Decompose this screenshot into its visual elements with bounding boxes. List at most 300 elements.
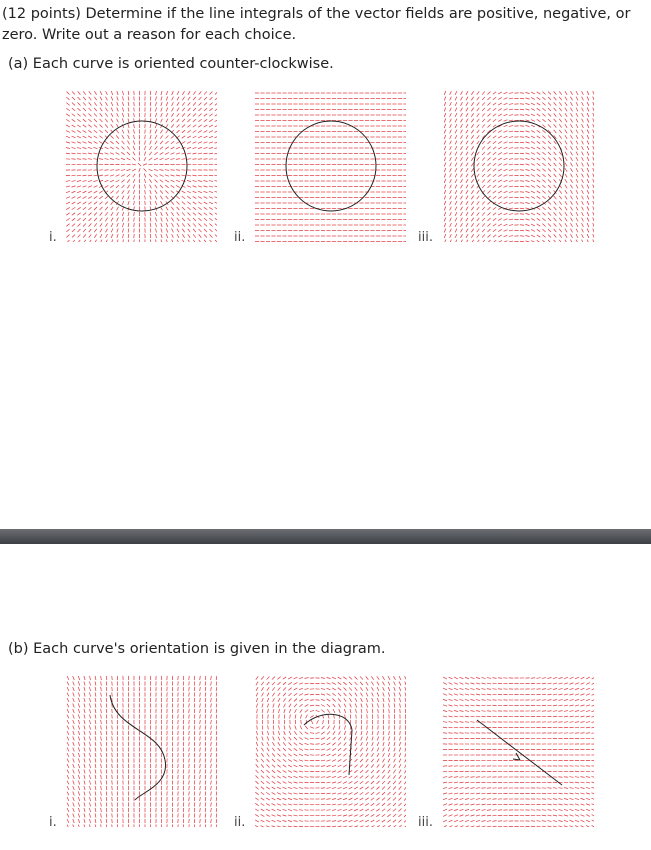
field-arrow	[450, 168, 452, 172]
field-arrow	[383, 753, 385, 757]
field-arrow	[360, 815, 364, 817]
field-arrow	[493, 229, 496, 232]
field-arrow	[89, 676, 90, 680]
field-arrow	[165, 147, 168, 149]
field-arrow	[559, 91, 561, 94]
field-arrow	[78, 792, 79, 796]
field-arrow	[509, 115, 513, 116]
field-arrow	[83, 136, 87, 138]
field-arrow	[211, 769, 212, 773]
field-arrow	[111, 234, 113, 238]
field-arrow	[388, 748, 390, 752]
field-arrow	[289, 731, 291, 735]
field-arrow	[209, 125, 213, 127]
field-arrow	[204, 213, 207, 216]
field-arrow	[67, 781, 69, 785]
field-arrow	[105, 119, 108, 122]
field-arrow	[554, 229, 557, 232]
field-arrow	[398, 814, 401, 817]
field-arrow	[570, 124, 572, 128]
field-arrow	[67, 715, 69, 719]
field-arrow	[88, 153, 92, 154]
field-arrow	[209, 131, 213, 133]
field-arrow	[182, 141, 186, 143]
field-arrow	[121, 175, 125, 177]
field-arrow	[471, 218, 473, 221]
field-arrow	[504, 103, 508, 105]
field-arrow	[182, 113, 185, 116]
field-arrow	[166, 218, 168, 222]
field-arrow	[531, 136, 535, 138]
field-arrow	[383, 703, 384, 707]
field-arrow	[198, 130, 202, 132]
field-arrow	[126, 169, 130, 170]
field-arrow	[321, 688, 325, 689]
field-arrow	[487, 97, 490, 100]
field-arrow	[559, 207, 561, 210]
field-arrow	[349, 798, 353, 800]
field-arrow	[139, 168, 140, 172]
field-arrow	[593, 207, 594, 211]
field-arrow	[461, 201, 463, 205]
field-arrow	[354, 826, 358, 827]
field-arrow	[177, 124, 180, 127]
field-arrow	[487, 229, 490, 232]
field-arrow	[482, 113, 485, 116]
curve-path	[97, 121, 187, 211]
field-arrow	[211, 731, 212, 735]
field-arrow	[558, 694, 562, 695]
field-arrow	[261, 814, 265, 816]
field-arrow	[487, 202, 490, 205]
field-arrow	[498, 158, 502, 160]
field-arrow	[509, 236, 513, 237]
field-arrow	[377, 693, 379, 697]
field-arrow	[216, 698, 217, 702]
field-arrow	[582, 234, 584, 238]
field-arrow	[176, 153, 180, 154]
field-arrow	[272, 677, 275, 680]
field-arrow	[461, 212, 463, 216]
field-arrow	[542, 683, 546, 684]
field-arrow	[305, 738, 309, 740]
field-arrow	[295, 714, 296, 718]
field-arrow	[182, 234, 184, 238]
field-arrow	[554, 196, 557, 199]
field-arrow	[106, 703, 107, 707]
field-arrow	[343, 820, 347, 821]
field-arrow	[194, 753, 195, 757]
field-arrow	[277, 770, 280, 772]
field-arrow	[172, 102, 174, 106]
field-arrow	[205, 824, 206, 827]
field-arrow	[593, 152, 594, 156]
field-arrow	[570, 135, 572, 139]
field-arrow	[194, 797, 195, 801]
field-arrow	[559, 223, 561, 226]
field-arrow	[188, 102, 191, 105]
field-arrow	[450, 223, 452, 227]
field-arrow	[565, 152, 567, 156]
field-arrow	[205, 720, 206, 724]
field-arrow	[211, 775, 212, 779]
field-arrow	[470, 722, 474, 723]
field-arrow	[106, 736, 107, 740]
field-arrow	[149, 179, 151, 183]
field-arrow	[205, 791, 206, 795]
field-arrow	[134, 135, 135, 139]
field-arrow	[459, 771, 463, 772]
field-arrow	[78, 240, 81, 242]
field-arrow	[94, 136, 98, 138]
field-arrow	[77, 207, 80, 209]
field-arrow	[582, 102, 584, 106]
field-arrow	[294, 683, 298, 685]
field-arrow	[537, 158, 540, 160]
field-arrow	[454, 777, 458, 778]
field-arrow	[470, 777, 474, 778]
field-arrow	[461, 218, 463, 222]
field-arrow	[471, 207, 473, 210]
field-arrow	[586, 699, 590, 700]
field-arrow	[360, 792, 364, 794]
field-arrow	[182, 212, 185, 215]
field-arrow	[382, 775, 385, 778]
field-arrow	[182, 207, 185, 210]
field-arrow	[360, 759, 363, 762]
field-arrow	[465, 683, 469, 684]
field-arrow	[211, 747, 212, 751]
field-arrow	[461, 152, 463, 156]
field-arrow	[160, 135, 162, 138]
field-arrow	[377, 748, 379, 752]
curve-path	[477, 720, 562, 785]
field-arrow	[520, 203, 524, 204]
field-arrow	[205, 775, 206, 779]
field-arrow	[210, 235, 213, 238]
field-arrow	[504, 241, 508, 242]
field-arrow	[189, 780, 190, 784]
field-arrow	[593, 185, 594, 189]
field-arrow	[525, 125, 529, 126]
field-arrow	[465, 705, 469, 706]
field-arrow	[465, 727, 469, 728]
field-arrow	[78, 676, 79, 680]
field-arrow	[73, 825, 75, 827]
field-arrow	[504, 120, 508, 122]
field-arrow	[256, 775, 259, 778]
field-arrow	[398, 820, 401, 823]
field-arrow	[176, 130, 179, 133]
field-arrow	[547, 683, 551, 684]
field-arrow	[83, 202, 87, 204]
field-arrow	[321, 732, 325, 734]
field-arrow	[570, 207, 572, 211]
field-arrow	[553, 804, 557, 805]
field-arrow	[216, 769, 217, 773]
field-arrow	[383, 709, 384, 713]
field-arrow	[492, 815, 496, 816]
field-arrow	[267, 731, 268, 735]
field-arrow	[520, 164, 524, 165]
field-arrow	[443, 699, 447, 701]
field-arrow	[67, 786, 69, 790]
field-arrow	[564, 820, 568, 821]
field-arrow	[376, 814, 379, 816]
field-arrow	[454, 793, 458, 794]
field-arrow	[361, 725, 362, 729]
field-arrow	[116, 130, 118, 133]
field-arrow	[449, 688, 453, 690]
field-arrow	[405, 698, 406, 702]
field-arrow	[531, 158, 535, 160]
field-arrow	[531, 180, 535, 182]
field-arrow	[288, 804, 292, 805]
field-arrow	[548, 113, 551, 116]
field-arrow	[487, 169, 490, 172]
field-arrow	[84, 769, 85, 773]
field-arrow	[482, 201, 485, 204]
field-arrow	[377, 742, 378, 746]
field-arrow	[83, 102, 86, 105]
field-arrow	[461, 146, 463, 150]
field-arrow	[211, 681, 212, 685]
field-arrow	[83, 142, 87, 144]
field-arrow	[89, 102, 92, 105]
field-arrow	[72, 191, 76, 193]
field-arrow	[84, 720, 85, 724]
field-arrow	[547, 810, 551, 811]
field-arrow	[504, 147, 508, 149]
field-arrow	[565, 212, 567, 216]
field-arrow	[548, 201, 551, 204]
field-arrow	[448, 782, 452, 783]
field-arrow	[465, 677, 469, 679]
field-arrow	[582, 146, 584, 150]
field-arrow	[569, 793, 573, 794]
field-arrow	[576, 130, 578, 134]
field-arrow	[537, 229, 540, 231]
field-arrow	[73, 808, 75, 812]
field-arrow	[559, 196, 561, 199]
field-arrow	[461, 163, 463, 167]
field-arrow	[194, 676, 195, 680]
field-arrow	[576, 223, 578, 227]
field-arrow	[333, 726, 334, 730]
field-arrow	[203, 147, 207, 148]
field-arrow	[216, 797, 217, 801]
field-arrow	[95, 709, 96, 713]
field-arrow	[487, 793, 491, 794]
field-arrow	[83, 240, 86, 242]
field-arrow	[139, 173, 140, 177]
field-arrow	[188, 223, 191, 226]
field-arrow	[165, 185, 168, 188]
field-arrow	[504, 175, 508, 177]
field-arrow	[73, 814, 75, 818]
field-arrow	[586, 733, 590, 734]
field-arrow	[569, 727, 573, 728]
field-arrow	[89, 687, 90, 691]
field-arrow	[160, 196, 162, 200]
field-arrow	[261, 748, 263, 752]
field-arrow	[66, 119, 70, 121]
field-arrow	[455, 141, 457, 145]
field-arrow	[121, 180, 124, 183]
field-arrow	[150, 129, 151, 133]
field-arrow	[83, 234, 86, 237]
field-arrow	[471, 168, 473, 171]
field-arrow	[477, 207, 480, 210]
field-arrow	[450, 229, 452, 233]
field-arrow	[77, 136, 81, 138]
field-arrow	[193, 142, 197, 144]
field-arrow	[99, 153, 103, 154]
field-arrow	[542, 158, 545, 161]
field-arrow	[66, 142, 70, 143]
field-arrow	[106, 725, 107, 729]
field-arrow	[145, 140, 146, 144]
field-arrow	[111, 212, 113, 216]
field-arrow	[339, 709, 341, 713]
field-arrow	[204, 91, 207, 94]
field-arrow	[216, 824, 217, 827]
field-arrow	[481, 700, 485, 701]
field-arrow	[194, 802, 195, 806]
field-arrow	[509, 164, 513, 165]
field-arrow	[205, 758, 206, 762]
field-arrow	[498, 163, 502, 165]
field-arrow	[487, 191, 490, 194]
field-arrow	[542, 191, 545, 194]
field-arrow	[267, 753, 269, 756]
field-arrow	[256, 703, 257, 707]
field-arrow	[72, 91, 75, 94]
field-arrow	[482, 119, 485, 122]
field-arrow	[388, 753, 390, 757]
field-arrow	[582, 108, 584, 112]
field-arrow	[466, 163, 468, 167]
field-arrow	[569, 716, 573, 717]
field-arrow	[71, 175, 75, 176]
field-arrow	[450, 179, 452, 183]
field-arrow	[327, 677, 331, 678]
field-arrow	[95, 819, 96, 823]
field-arrow	[73, 693, 75, 697]
field-arrow	[72, 108, 75, 111]
field-arrow	[166, 124, 168, 128]
field-arrow	[554, 174, 557, 177]
field-arrow	[116, 180, 120, 182]
field-arrow	[93, 175, 97, 176]
field-arrow	[466, 97, 468, 101]
field-arrow	[448, 705, 452, 706]
field-arrow	[149, 174, 152, 177]
field-arrow	[581, 826, 585, 827]
field-arrow	[376, 820, 380, 822]
field-arrow	[559, 130, 561, 133]
field-arrow	[88, 119, 91, 122]
field-arrow	[170, 159, 174, 160]
field-arrow	[104, 175, 108, 176]
field-arrow	[215, 92, 217, 95]
field-arrow	[471, 163, 473, 166]
field-arrow	[176, 147, 180, 149]
field-arrow	[450, 163, 452, 167]
field-arrow	[493, 224, 496, 227]
field-arrow	[355, 704, 356, 708]
field-arrow	[294, 748, 297, 750]
field-arrow	[559, 234, 561, 237]
field-arrow	[465, 711, 469, 712]
field-arrow	[326, 799, 330, 800]
field-arrow	[542, 136, 545, 139]
field-arrow	[461, 174, 463, 178]
field-arrow	[582, 152, 584, 156]
field-arrow	[382, 759, 384, 763]
field-arrow	[537, 114, 540, 116]
field-arrow	[444, 130, 446, 134]
field-arrow	[587, 102, 589, 106]
field-arrow	[216, 780, 217, 784]
field-arrow	[273, 698, 275, 702]
field-arrow	[116, 175, 120, 177]
field-arrow	[376, 798, 379, 801]
field-arrow	[371, 687, 373, 691]
field-arrow	[553, 799, 557, 800]
field-arrow	[321, 749, 325, 750]
field-arrow	[481, 683, 485, 684]
field-arrow	[105, 196, 108, 199]
field-arrow	[94, 91, 96, 95]
field-arrow	[580, 710, 584, 711]
field-arrow	[95, 676, 96, 680]
field-arrow	[84, 731, 85, 735]
field-arrow	[99, 202, 102, 205]
field-arrow	[272, 765, 275, 768]
field-arrow	[525, 103, 529, 104]
field-arrow	[277, 804, 281, 806]
field-arrow	[200, 797, 201, 801]
field-arrow	[504, 109, 508, 111]
field-arrow	[459, 722, 463, 723]
field-arrow	[189, 720, 190, 724]
field-arrow	[88, 202, 91, 204]
field-arrow	[548, 91, 551, 94]
field-arrow	[172, 240, 174, 242]
field-arrow	[304, 694, 308, 695]
field-arrow	[333, 704, 336, 707]
field-arrow	[449, 804, 453, 805]
field-arrow	[101, 703, 102, 707]
field-arrow	[548, 163, 551, 166]
field-arrow	[581, 683, 585, 685]
field-arrow	[283, 793, 287, 795]
field-arrow	[89, 223, 92, 226]
field-arrow	[371, 753, 373, 757]
field-arrow	[77, 224, 80, 227]
field-arrow	[288, 771, 292, 773]
field-arrow	[355, 753, 358, 756]
field-arrow	[338, 682, 341, 684]
field-arrow	[580, 733, 584, 734]
field-arrow	[444, 201, 446, 205]
field-arrow	[444, 218, 446, 222]
vector-field-a-i	[65, 90, 217, 242]
field-arrow	[116, 207, 118, 211]
field-arrow	[267, 687, 269, 690]
field-arrow	[83, 97, 86, 100]
